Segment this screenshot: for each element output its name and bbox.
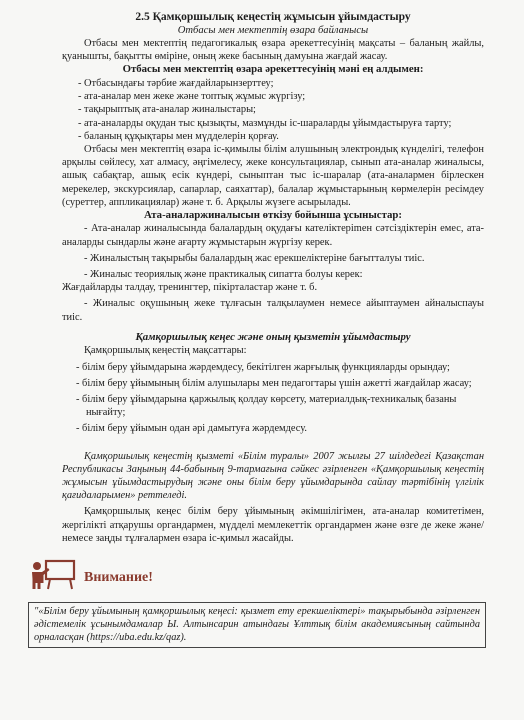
meetings-heading: Ата-аналаржиналысын өткізу бойынша ұсыныстар: <box>143 208 403 221</box>
attention-header <box>28 559 484 596</box>
teacher-board-icon <box>28 559 76 596</box>
intro-paragraph: Отбасы мен мектептің педагогикалық өзара әрекеттесуінің мақсаты – баланың жайлы, қуанышты, бақытты өміріне, оның жеке басының дамуына жағдай жасау. <box>62 38 484 63</box>
council-goal-item: - білім беру ұйымының білім алушылары мен педагогтары үшін ажетті жағдайлар жасау; <box>76 377 472 389</box>
tasks-item: - тақырыптық ата-аналар жиналыстары; <box>78 104 256 116</box>
tasks-item: - баланың құқықтары мен мүдделерін қорғау. <box>78 130 279 142</box>
section-subtitle: Отбасы мен мектептің өзара байланысы <box>177 25 369 36</box>
forms-paragraph: Отбасы мен мектептің өзара іс-қимылы білім алушының электрондық күнделігі, телефон арқылы сөйлесу, хат алмасу, әңгімелесу, жеке консультациялар, сынып ата-аналар жиналысы, ашық сабақтар, ашық есік күндері, сыныптан тыс іс-шаралар (ата-аналармен бірлескен мерекелер, экскурсиялар, сапарлар, саяхаттар), балалар жұмыстарының көрмелерін ресімдеу (суреттер, аппликациялар) және т. б. Арқылы жүзеге асырылады. <box>62 143 484 208</box>
section-title: 2.5 Қамқоршылық кеңестің жұмысын ұйымдастыру <box>135 11 411 23</box>
attention-note: "«Білім беру ұйымының қамқоршылық кеңесі: қызмет ету ерекшеліктері» тақырыбында әзірленген әдістемелік ұсынымдамалар Ы. Алтынсарин атындағы Ұлттық білім академиясының сайтында орналасқан (https://uba.edu.kz/qaz). <box>34 606 480 644</box>
legal-basis-paragraph: Қамқоршылық кеңестің қызметі «Білім туралы» 2007 жылғы 27 шілдедегі Қазақстан Республикасы Заңының 44-бабының 9-тармағына сәйкес әзірленген «Қамқоршылық кеңестің жұмысын ұйымдастырудың және оны білім беру ұйымдарында сайлау тәртібінің үлгілік қағидаларымен» реттеледі. <box>62 450 484 502</box>
council-goal-item: - білім беру ұйымдарына жәрдемдесу, бекітілген жарғылық функцияларды орындау; <box>76 361 450 373</box>
tasks-item: - ата-аналар мен жеке және топтық жұмыс жүргізу; <box>78 91 306 103</box>
meetings-item: - Жиналыстың тақырыбы балалардың жас ерекшеліктеріне бағытталуы тиіс. <box>84 252 425 264</box>
council-heading: Қамқоршылық кеңес және оның қызметін ұйымдастыру <box>135 330 411 343</box>
meetings-item: - Жиналыс теориялық және практикалық сипатта болуы керек: <box>84 269 363 281</box>
council-goals-label: Қамқоршылық кеңестің мақсаттары: <box>84 345 247 357</box>
attention-label: Внимание! <box>84 569 153 585</box>
tasks-item: - Отбасындағы тәрбие жағдайларынзерттеу; <box>78 77 274 89</box>
meetings-item: - Жиналыс оқушының жеке тұлғасын талқылаумен немесе айыптаумен айналыспауы тиіс. <box>62 298 484 323</box>
cooperation-paragraph: Қамқоршылық кеңес білім беру ұйымының әкімшілігімен, ата-аналар комитетімен, жергілікті атқарушы органдармен, мүдделі мемлекеттік органдармен және өзге де жеке және/немесе заңды тұлғалармен өзара іс-қимыл жасайды. <box>62 506 484 544</box>
meetings-item: - Ата-аналар жиналысында балалардың оқудағы кателіктеріmен сәтсіздіктерін емес, ата-аналарды сындарлы және ағарту жұмыстарын жүргізу керек. <box>62 223 484 248</box>
tasks-heading: Отбасы мен мектептің өзара әрекеттесуінің мәні ең алдымен: <box>122 63 424 76</box>
tasks-item: - ата-аналарды оқудан тыс қызықты, мазмұнды іс-шараларды ұйымдастыруға тарту; <box>78 117 452 129</box>
council-goal-item: - білім беру ұйымын одан әрі дамытуға жәрдемдесу. <box>76 423 308 435</box>
meetings-item-continued: Жағдайларды талдау, тренингтер, пікірталастар және т. б. <box>62 282 318 294</box>
attention-note-box <box>28 602 486 648</box>
council-goal-item: - білім беру ұйымдарына қаржылық қолдау көрсету, материалдық-техникалық базаны нығайту; <box>76 393 457 419</box>
